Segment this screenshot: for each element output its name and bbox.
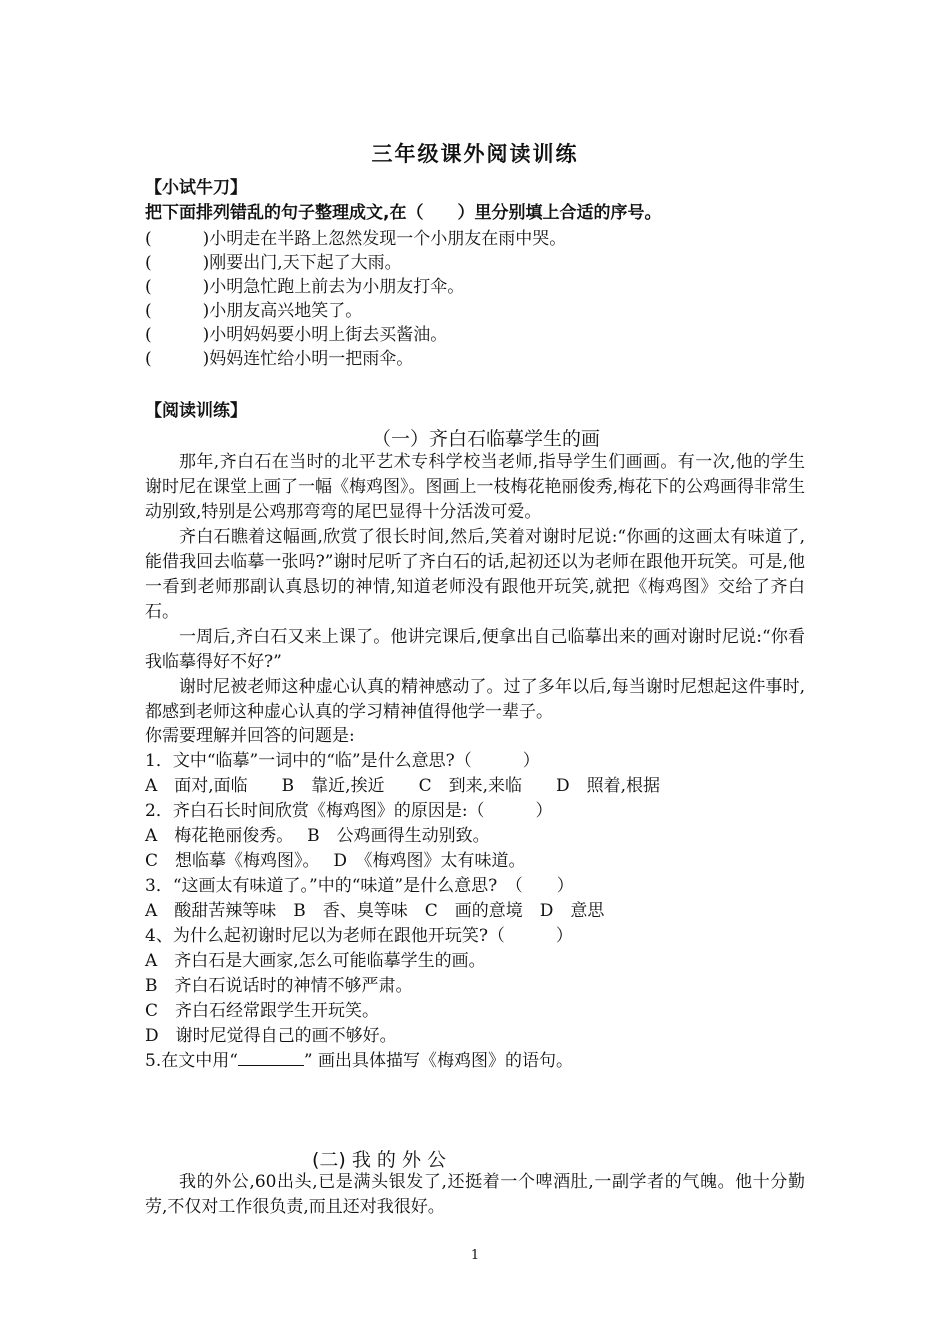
question-line: A 齐白石是大画家,怎么可能临摹学生的画。 (145, 951, 486, 971)
warmup-item: ( )妈妈连忙给小明一把雨伞。 (145, 349, 414, 369)
question-line: A 酸甜苦辣等味 B 香、臭等味 C 画的意境 D 意思 (145, 901, 605, 921)
warmup-heading: 【小试牛刀】 (145, 178, 247, 198)
warmup-item: ( )刚要出门,天下起了大雨。 (145, 253, 402, 273)
page-number: 1 (470, 1248, 480, 1263)
warmup-item: ( )小明妈妈要小明上街去买酱油。 (145, 325, 448, 345)
question-5-suffix: ” 画出具体描写《梅鸡图》的语句。 (303, 1051, 574, 1071)
passage1-paragraph: 齐白石瞧着这幅画,欣赏了很长时间,然后,笑着对谢时尼说:“你画的这画太有味道了,能借我回去临摹一张吗?”谢时尼听了齐白石的话,起初还以为老师在跟他开玩笑。可是,他一看到老师那副认真恳切的神情,知道老师没有跟他开玩笑,就把《梅鸡图》交给了齐白石。 (145, 527, 805, 622)
warmup-item: ( )小明急忙跑上前去为小朋友打伞。 (145, 277, 465, 297)
warmup-item: ( )小朋友高兴地笑了。 (145, 301, 363, 321)
question-line: 1．文中“临摹”一词中的“临”是什么意思?（ ） (145, 751, 540, 771)
passage1-paragraph: 那年,齐白石在当时的北平艺术专科学校当老师,指导学生们画画。有一次,他的学生谢时尼在课堂上画了一幅《梅鸡图》。图画上一枝梅花艳丽俊秀,梅花下的公鸡画得非常生动别致,特别是公鸡那弯弯的尾巴显得十分活泼可爱。 (145, 452, 805, 522)
question-line: A 梅花艳丽俊秀。 B 公鸡画得生动别致。 (145, 826, 490, 846)
question-line: D 谢时尼觉得自己的画不够好。 (145, 1026, 397, 1046)
questions-intro: 你需要理解并回答的问题是: (145, 726, 355, 746)
warmup-item: ( )小明走在半路上忽然发现一个小朋友在雨中哭。 (145, 229, 567, 249)
question-line: 3．“这画太有味道了。”中的“味道”是什么意思? （ ） (145, 876, 574, 896)
passage1-paragraph: 一周后,齐白石又来上课了。他讲完课后,便拿出自己临摹出来的画对谢时尼说:“你看我临摹得好不好?” (145, 627, 805, 672)
passage2-title: (二) 我 的 外 公 (312, 1149, 446, 1171)
question-line: 2．齐白石长时间欣赏《梅鸡图》的原因是:（ ） (145, 801, 553, 821)
passage1-title: （一）齐白石临摹学生的画 (372, 428, 601, 450)
question-line: A 面对,面临 B 靠近,挨近 C 到来,来临 D 照着,根据 (145, 776, 661, 796)
passage2-paragraph: 我的外公,60出头,已是满头银发了,还挺着一个啤酒肚,一副学者的气魄。他十分勤劳,不仅对工作很负责,而且还对我很好。 (145, 1172, 805, 1217)
question-5-prefix: 5.在文中用“ (145, 1051, 238, 1071)
question-line: B 齐白石说话时的神情不够严肃。 (145, 976, 413, 996)
question-line: 4、为什么起初谢时尼以为老师在跟他开玩笑?（ ） (145, 926, 573, 946)
question-line: C 想临摹《梅鸡图》。 D 《梅鸡图》太有味道。 (145, 851, 526, 871)
passage1-paragraph: 谢时尼被老师这种虚心认真的精神感动了。过了多年以后,每当谢时尼想起这件事时,都感到老师这种虚心认真的学习精神值得他学一辈子。 (145, 677, 805, 722)
page-title: 三年级课外阅读训练 (371, 142, 579, 166)
underline-blank (238, 1051, 304, 1066)
question-5 (145, 1049, 573, 1073)
warmup-instruction: 把下面排列错乱的句子整理成文,在（ ）里分别填上合适的序号。 (145, 203, 662, 223)
question-line: C 齐白石经常跟学生开玩笑。 (145, 1001, 380, 1021)
reading-heading: 【阅读训练】 (145, 401, 247, 421)
